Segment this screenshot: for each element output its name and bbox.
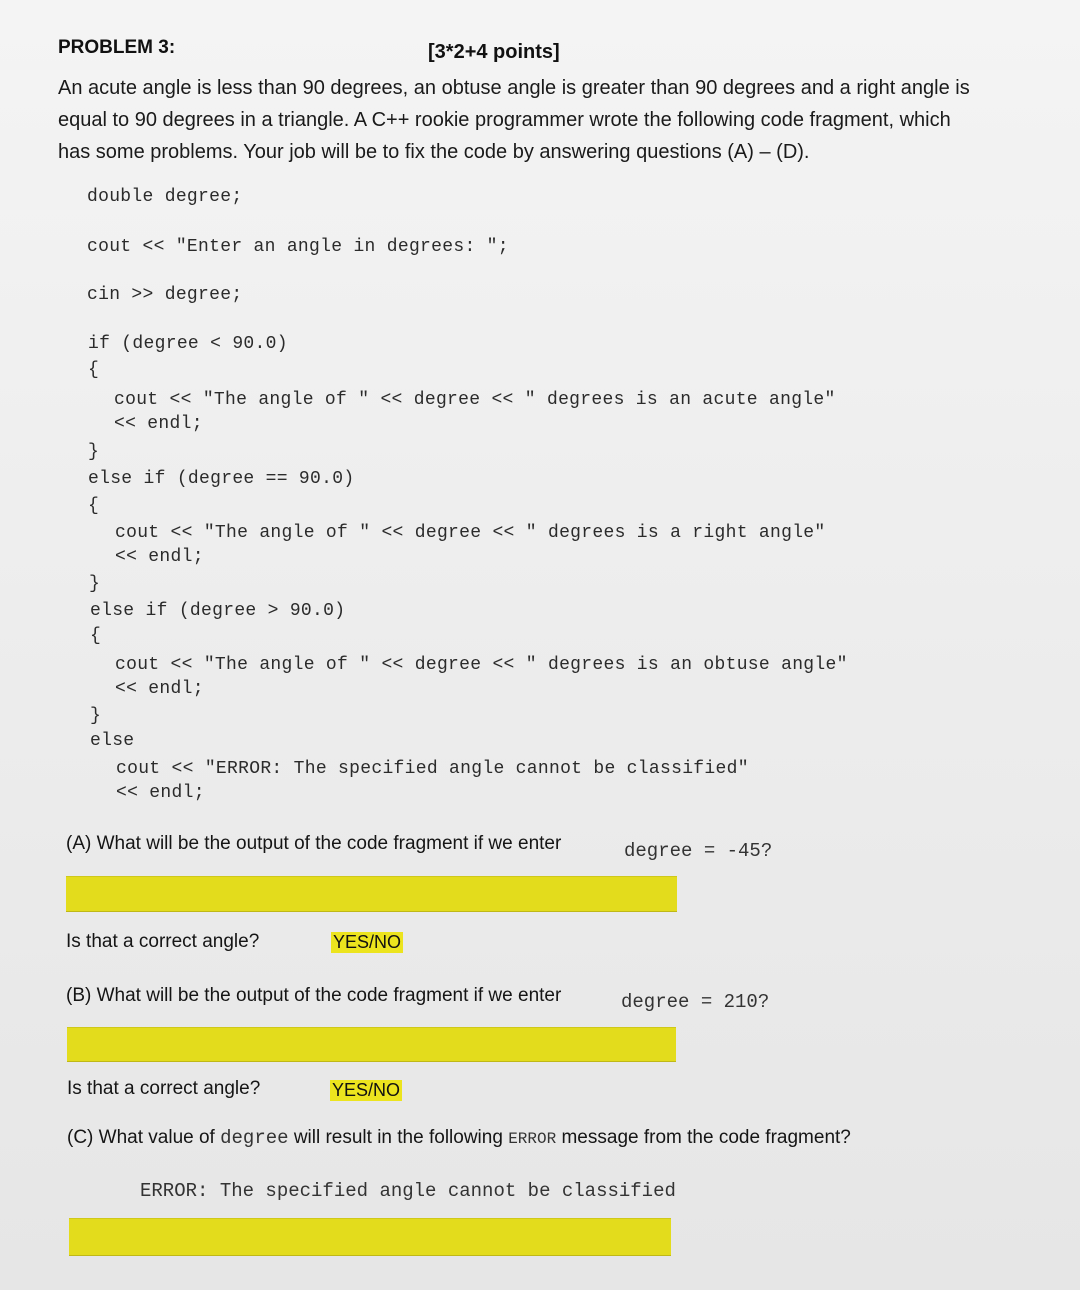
code-line: { xyxy=(90,626,102,646)
code-line: } xyxy=(89,574,101,594)
question-c-code: degree xyxy=(220,1127,289,1149)
code-line: if (degree < 90.0) xyxy=(88,334,288,354)
problem-title: PROBLEM 3: xyxy=(58,37,176,58)
code-line: } xyxy=(90,706,102,726)
points-label: [3*2+4 points] xyxy=(428,41,560,63)
code-line: { xyxy=(88,360,100,380)
code-line: cout << "ERROR: The specified angle cannot be classified" xyxy=(116,759,749,779)
question-b-code: degree = 210? xyxy=(621,991,770,1013)
question-a-code: degree = -45? xyxy=(624,840,773,862)
code-line: else if (degree == 90.0) xyxy=(88,469,355,489)
code-line: else if (degree > 90.0) xyxy=(90,601,346,621)
question-c-part-2: will result in the following xyxy=(293,1127,503,1148)
error-message-line: ERROR: The specified angle cannot be classified xyxy=(140,1180,676,1202)
code-line: << endl; xyxy=(114,414,203,434)
code-line: << endl; xyxy=(115,679,204,699)
question-c-error-word: ERROR xyxy=(508,1130,557,1148)
intro-line-2: equal to 90 degrees in a triangle. A C++ rookie programmer wrote the following code fragment, which xyxy=(58,109,951,131)
code-line: double degree; xyxy=(87,187,243,207)
yes-no-a[interactable]: YES/NO xyxy=(333,932,402,952)
code-line: { xyxy=(88,496,100,516)
code-line: cin >> degree; xyxy=(87,285,243,305)
code-line: cout << "The angle of " << degree << " degrees is an acute angle" xyxy=(114,390,836,410)
question-c-part-1: (C) What value of xyxy=(67,1127,215,1148)
code-line: cout << "The angle of " << degree << " degrees is a right angle" xyxy=(115,523,826,543)
code-line: cout << "Enter an angle in degrees: "; xyxy=(87,237,509,257)
question-c-part-3: message from the code fragment? xyxy=(561,1127,851,1148)
intro-line-3: has some problems. Your job will be to fix the code by answering questions (A) – (D). xyxy=(58,141,810,163)
correct-angle-label-a: Is that a correct angle? xyxy=(66,931,260,952)
answer-field-b[interactable] xyxy=(67,1027,676,1062)
code-line: << endl; xyxy=(116,783,205,803)
answer-field-c[interactable] xyxy=(69,1218,671,1256)
yes-no-b[interactable]: YES/NO xyxy=(332,1080,401,1100)
question-b-text: (B) What will be the output of the code fragment if we enter xyxy=(66,985,562,1006)
code-line: << endl; xyxy=(115,547,204,567)
intro-line-1: An acute angle is less than 90 degrees, an obtuse angle is greater than 90 degrees and a right angle is xyxy=(58,77,970,99)
answer-field-a[interactable] xyxy=(66,876,677,912)
code-line: cout << "The angle of " << degree << " degrees is an obtuse angle" xyxy=(115,655,848,675)
code-line: else xyxy=(90,731,135,751)
question-a-text: (A) What will be the output of the code fragment if we enter xyxy=(66,833,562,854)
correct-angle-label-b: Is that a correct angle? xyxy=(67,1078,261,1099)
question-c-text xyxy=(67,1127,851,1149)
code-line: } xyxy=(88,442,100,462)
